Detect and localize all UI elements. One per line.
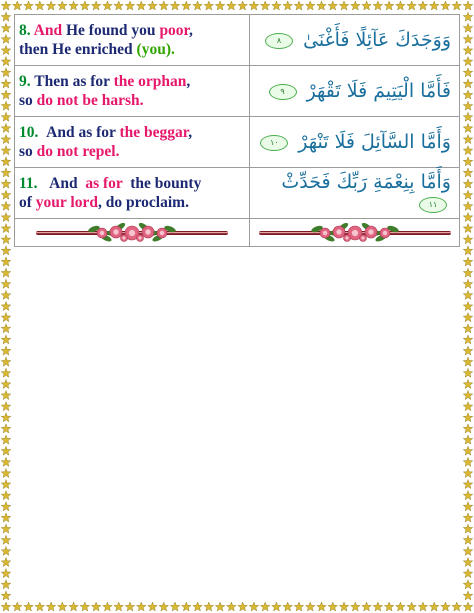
decoration-row: [15, 219, 460, 247]
star-icon: [463, 402, 473, 411]
star-icon: [103, 1, 113, 10]
star-icon: [429, 1, 439, 10]
decoration-cell-left: [15, 219, 250, 247]
star-icon: [463, 90, 473, 99]
star-icon: [463, 546, 473, 555]
star-icon: [1, 346, 11, 355]
star-icon: [1, 569, 11, 578]
translation-word: repel.: [82, 143, 120, 160]
star-icon: [1, 580, 11, 589]
star-icon: [463, 213, 473, 222]
star-icon: [272, 1, 282, 10]
star-icon: [384, 602, 394, 611]
star-icon: [463, 135, 473, 144]
star-icon: [463, 79, 473, 88]
verse-number: 8.: [19, 22, 31, 39]
translation-word: (you).: [136, 41, 175, 58]
star-icon: [463, 602, 473, 611]
rose-center: [336, 229, 341, 234]
star-icon: [463, 569, 473, 578]
translation-word: Then as for: [34, 73, 110, 90]
star-icon: [238, 1, 248, 10]
star-icon: [463, 34, 473, 43]
star-icon: [283, 1, 293, 10]
verse-number: 10.: [19, 124, 39, 141]
star-icon: [328, 602, 338, 611]
star-icon: [148, 1, 158, 10]
star-icon: [463, 23, 473, 32]
star-icon: [317, 602, 327, 611]
arabic-cell: [250, 168, 460, 219]
star-icon: [260, 602, 270, 611]
verse-end-marker-icon: ١١: [419, 197, 447, 213]
translation-cell: [15, 66, 250, 117]
star-icon: [351, 602, 361, 611]
star-icon: [24, 1, 34, 10]
star-icon: [362, 1, 372, 10]
star-icon: [463, 1, 473, 10]
star-icon: [463, 57, 473, 66]
star-icon: [339, 602, 349, 611]
translation-word: do proclaim.: [105, 194, 189, 211]
star-icon: [1, 112, 11, 121]
star-icon: [1, 435, 11, 444]
star-icon: [170, 1, 180, 10]
star-icon: [215, 602, 225, 611]
star-icon: [463, 324, 473, 333]
arabic-verse: فَأَمَّا الْيَتِيمَ فَلَا تَقْهَرْ: [306, 80, 451, 102]
star-icon: [148, 602, 158, 611]
star-icon: [463, 12, 473, 21]
star-icon: [463, 123, 473, 132]
star-icon: [317, 1, 327, 10]
star-icon: [463, 46, 473, 55]
star-icon: [13, 602, 23, 611]
star-icon: [24, 602, 34, 611]
translation-word: the bounty: [130, 175, 202, 192]
rose-center: [345, 236, 348, 239]
translation-cell: [15, 117, 250, 168]
star-icon: [204, 1, 214, 10]
star-icon: [463, 157, 473, 166]
translation-word: do not: [36, 143, 79, 160]
star-icon: [463, 224, 473, 233]
star-icon: [294, 1, 304, 10]
star-icon: [407, 602, 417, 611]
star-icon: [463, 535, 473, 544]
star-icon: [193, 602, 203, 611]
star-icon: [69, 1, 79, 10]
floral-divider-icon: [32, 222, 232, 244]
translation-word: And: [46, 124, 75, 141]
translation-word: as for: [85, 175, 123, 192]
star-icon: [170, 602, 180, 611]
rose-center: [138, 236, 141, 239]
translation-word: as for: [78, 124, 116, 141]
star-icon: [1, 290, 11, 299]
verse-end-marker-icon: ٩: [269, 84, 297, 100]
star-icon: [1, 357, 11, 366]
star-icon: [1, 90, 11, 99]
star-icon: [362, 602, 372, 611]
translation-word: be harsh.: [82, 92, 144, 109]
verse-row-9: [15, 66, 460, 117]
arabic-verse: وَأَمَّا السَّآئِلَ فَلَا تَنْهَرْ: [298, 131, 451, 153]
star-icon: [1, 379, 11, 388]
star-icon: [1, 546, 11, 555]
star-icon: [1, 324, 11, 333]
star-icon: [396, 602, 406, 611]
star-icon: [463, 201, 473, 210]
rose-center: [129, 229, 135, 235]
star-icon: [137, 602, 147, 611]
star-icon: [463, 290, 473, 299]
arabic-verse: وَأَمَّا بِنِعْمَةِ رَبِّكَ فَحَدِّثْ: [281, 171, 451, 193]
star-icon: [463, 168, 473, 177]
star-icon: [306, 602, 316, 611]
star-icon: [463, 446, 473, 455]
star-icon: [1, 424, 11, 433]
star-icon: [1, 168, 11, 177]
verse-row-11: [15, 168, 460, 219]
translation-word: And: [49, 175, 78, 192]
rose-center: [160, 230, 165, 235]
comma: ,: [186, 73, 191, 90]
star-icon: [463, 457, 473, 466]
star-icon: [283, 602, 293, 611]
star-icon: [1, 246, 11, 255]
star-icon: [373, 602, 383, 611]
star-icon: [463, 424, 473, 433]
star-icon: [429, 602, 439, 611]
translation-word: And: [33, 22, 63, 39]
arabic-verse: وَوَجَدَكَ عَآئِلًا فَأَغْنَىٰ: [303, 29, 451, 51]
star-icon: [80, 602, 90, 611]
star-icon: [91, 602, 101, 611]
star-icon: [1, 146, 11, 155]
star-icon: [1, 201, 11, 210]
star-icon: [1, 468, 11, 477]
star-icon: [396, 1, 406, 10]
star-icon: [463, 580, 473, 589]
star-icon: [125, 1, 135, 10]
star-icon: [215, 1, 225, 10]
rose-center: [361, 236, 364, 239]
star-icon: [114, 602, 124, 611]
floral-divider-icon: [255, 222, 455, 244]
arabic-cell: [250, 66, 460, 117]
star-icon: [249, 1, 259, 10]
star-icon: [35, 1, 45, 10]
star-icon: [384, 1, 394, 10]
star-icon: [1, 413, 11, 422]
star-icon: [373, 1, 383, 10]
star-icon: [46, 602, 56, 611]
star-icon: [1, 224, 11, 233]
rose-center: [382, 230, 387, 235]
rose-center: [145, 229, 150, 234]
star-icon: [260, 1, 270, 10]
rose-center: [351, 229, 357, 235]
star-icon: [1, 279, 11, 288]
star-icon: [125, 602, 135, 611]
star-icon: [1, 68, 11, 77]
star-icon: [137, 1, 147, 10]
star-icon: [1, 257, 11, 266]
star-icon: [463, 112, 473, 121]
translation-word: so: [19, 92, 33, 109]
translation-word: the beggar: [119, 124, 189, 141]
star-icon: [58, 1, 68, 10]
comma: ,: [97, 194, 102, 211]
star-icon: [463, 480, 473, 489]
star-icon: [1, 591, 11, 600]
verse-end-marker-icon: ١٠: [260, 135, 288, 151]
translation-word: He found you: [65, 22, 156, 39]
star-icon: [1, 391, 11, 400]
star-icon: [463, 379, 473, 388]
star-icon: [1, 402, 11, 411]
star-icon: [46, 1, 56, 10]
star-icon: [463, 391, 473, 400]
rose-center: [122, 236, 125, 239]
rose-center: [113, 229, 118, 234]
comma: ,: [188, 124, 193, 141]
star-icon: [441, 1, 451, 10]
star-icon: [1, 368, 11, 377]
star-icon: [463, 502, 473, 511]
star-icon: [294, 602, 304, 611]
arabic-cell: [250, 15, 460, 66]
star-icon: [1, 480, 11, 489]
star-icon: [407, 1, 417, 10]
star-icon: [463, 513, 473, 522]
star-icon: [463, 491, 473, 500]
star-icon: [463, 302, 473, 311]
translation-word: so: [19, 143, 33, 160]
star-icon: [452, 1, 462, 10]
verse-number: 9.: [19, 73, 31, 90]
verse-table-container: [14, 14, 460, 247]
rose-center: [368, 229, 373, 234]
star-icon: [1, 79, 11, 88]
star-icon: [463, 179, 473, 188]
star-icon: [1, 57, 11, 66]
star-icon: [1, 513, 11, 522]
translation-word: the orphan: [113, 73, 187, 90]
star-icon: [463, 101, 473, 110]
translation-cell: [15, 15, 250, 66]
translation-word: then He enriched: [19, 41, 133, 58]
comma: ,: [189, 22, 193, 39]
star-icon: [463, 524, 473, 533]
star-icon: [463, 591, 473, 600]
star-icon: [58, 602, 68, 611]
star-icon: [463, 313, 473, 322]
star-icon: [69, 602, 79, 611]
translation-word: your lord: [35, 194, 98, 211]
star-icon: [1, 12, 11, 21]
star-icon: [463, 235, 473, 244]
star-icon: [193, 1, 203, 10]
star-icon: [463, 368, 473, 377]
star-icon: [1, 491, 11, 500]
star-icon: [1, 268, 11, 277]
star-icon: [351, 1, 361, 10]
star-icon: [1, 213, 11, 222]
star-icon: [463, 146, 473, 155]
star-icon: [1, 302, 11, 311]
star-icon: [1, 235, 11, 244]
translation-cell: [15, 168, 250, 219]
star-icon: [227, 1, 237, 10]
star-icon: [227, 602, 237, 611]
star-icon: [463, 468, 473, 477]
star-icon: [1, 524, 11, 533]
star-icon: [159, 602, 169, 611]
star-icon: [182, 1, 192, 10]
decoration-cell-right: [250, 219, 460, 247]
star-icon: [418, 602, 428, 611]
star-icon: [1, 1, 11, 10]
star-icon: [1, 101, 11, 110]
star-icon: [1, 313, 11, 322]
star-icon: [1, 602, 11, 611]
star-icon: [1, 502, 11, 511]
verse-row-8: [15, 15, 460, 66]
arabic-cell: [250, 117, 460, 168]
star-icon: [463, 558, 473, 567]
star-icon: [91, 1, 101, 10]
star-icon: [463, 413, 473, 422]
star-icon: [1, 123, 11, 132]
star-icon: [1, 135, 11, 144]
translation-word: do not: [36, 92, 79, 109]
star-icon: [103, 602, 113, 611]
star-icon: [182, 602, 192, 611]
rose-center: [100, 230, 105, 235]
star-icon: [463, 335, 473, 344]
star-icon: [1, 34, 11, 43]
star-icon: [272, 602, 282, 611]
star-icon: [1, 457, 11, 466]
star-icon: [339, 1, 349, 10]
verse-row-10: [15, 117, 460, 168]
star-icon: [1, 190, 11, 199]
star-icon: [306, 1, 316, 10]
star-icon: [159, 1, 169, 10]
star-icon: [238, 602, 248, 611]
verse-table: [14, 14, 460, 247]
star-icon: [13, 1, 23, 10]
star-icon: [463, 257, 473, 266]
star-icon: [463, 279, 473, 288]
star-icon: [463, 68, 473, 77]
star-icon: [1, 179, 11, 188]
star-icon: [463, 268, 473, 277]
star-icon: [1, 157, 11, 166]
verse-end-marker-icon: ٨: [265, 33, 293, 49]
star-icon: [441, 602, 451, 611]
star-icon: [1, 558, 11, 567]
star-icon: [463, 190, 473, 199]
star-icon: [418, 1, 428, 10]
star-icon: [1, 46, 11, 55]
star-icon: [1, 335, 11, 344]
translation-word: of: [19, 194, 32, 211]
star-icon: [204, 602, 214, 611]
rose-center: [322, 230, 327, 235]
star-icon: [452, 602, 462, 611]
star-icon: [463, 346, 473, 355]
star-icon: [1, 535, 11, 544]
star-icon: [463, 357, 473, 366]
verse-number: 11.: [19, 175, 38, 192]
star-icon: [463, 246, 473, 255]
star-icon: [114, 1, 124, 10]
star-icon: [1, 23, 11, 32]
star-icon: [463, 435, 473, 444]
translation-word: poor: [159, 22, 190, 39]
star-icon: [80, 1, 90, 10]
star-icon: [328, 1, 338, 10]
star-icon: [249, 602, 259, 611]
star-icon: [1, 446, 11, 455]
star-icon: [35, 602, 45, 611]
